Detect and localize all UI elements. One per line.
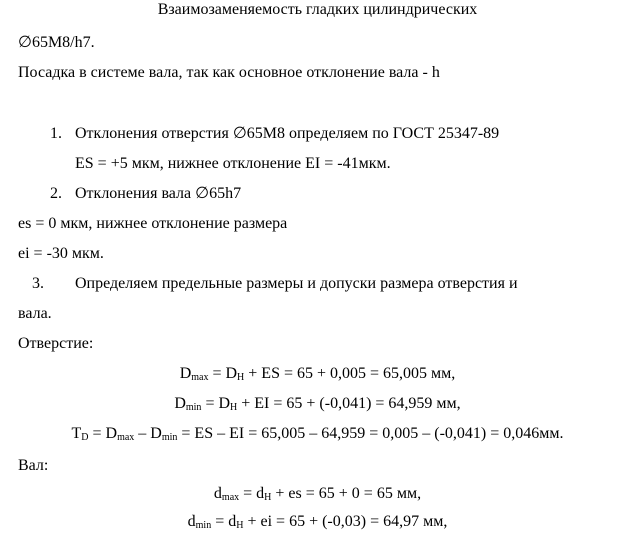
list-item-1-number: 1. bbox=[50, 125, 62, 142]
hole-heading: Отверстие: bbox=[18, 335, 94, 352]
hole-dmin-formula: $D_{min} = D_H$ + EI = 65 + (-0,041) = 64,959 мм, bbox=[174, 395, 461, 413]
list-item-3-text: Определяем предельные размеры и допуски размера отверстия и bbox=[75, 275, 518, 292]
fit-system-statement: Посадка в системе вала, так как основное отклонение вала - h bbox=[18, 64, 440, 81]
shaft-dmax-formula: $d_{max} = d_H$ + es = 65 + 0 = 65 мм, bbox=[213, 485, 422, 503]
list-item-3-continuation: вала. bbox=[18, 305, 52, 322]
list-item-2-text: Отклонения вала ∅65h7 bbox=[75, 185, 242, 202]
list-item-3-number: 3. bbox=[32, 275, 44, 292]
list-item-2-number: 2. bbox=[50, 185, 62, 202]
list-item-1-text: Отклонения отверстия ∅65М8 определяем по ГОСТ 25347-89 bbox=[75, 125, 500, 142]
hole-deviations-text: ES = +5 мкм, нижнее отклонение EI = -41мкм. bbox=[75, 155, 391, 172]
hole-tolerance-formula: $T_D = D_{max} - D_{min}$ = ES – EI = 65,005 – 64,959 = 0,005 – (-0,041) = 0,046мм. bbox=[71, 425, 564, 443]
hole-dmax-formula: $D_{max} = D_H$ + ES = 65 + 0,005 = 65,005 мм, bbox=[179, 365, 456, 383]
fit-designation: ∅65М8/h7. bbox=[18, 34, 95, 51]
shaft-deviation-text-1: es = 0 мкм, нижнее отклонение размера bbox=[18, 215, 288, 232]
document-title: Взаимозаменяемость гладких цилиндрических bbox=[157, 1, 478, 18]
shaft-heading: Вал: bbox=[18, 457, 49, 474]
shaft-dmin-formula: $d_{min} = d_H$ + ei = 65 + (-0,03) = 64,97 мм, bbox=[187, 513, 448, 531]
shaft-deviation-text-2: ei = -30 мкм. bbox=[18, 245, 104, 262]
